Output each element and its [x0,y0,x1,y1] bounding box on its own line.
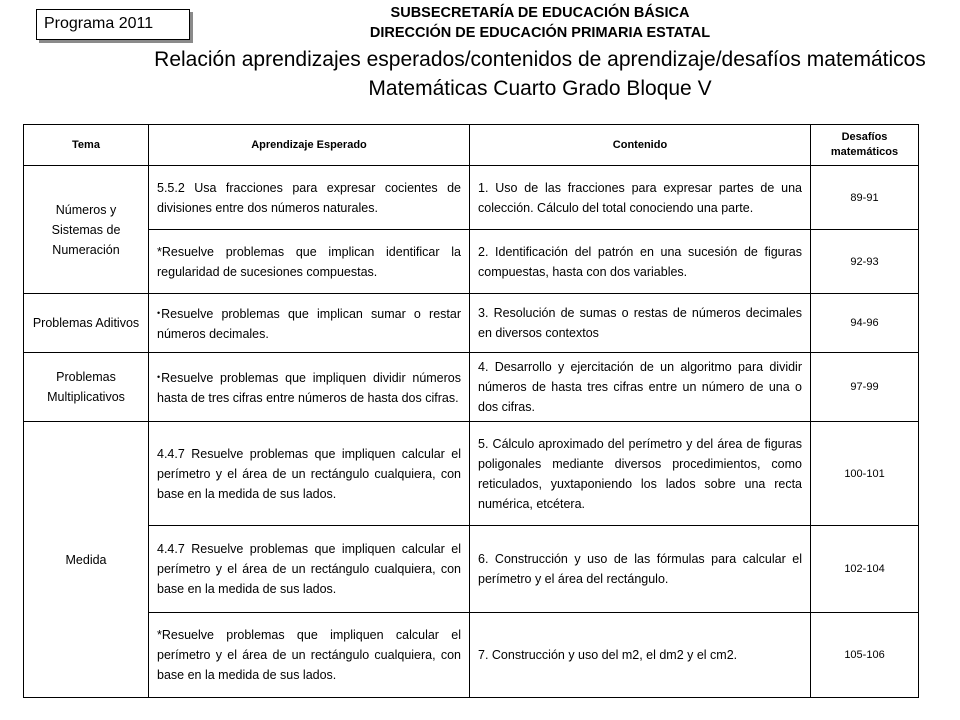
desafios-cell: 94-96 [811,294,919,353]
desafios-cell: 105-106 [811,613,919,698]
desafios-cell: 92-93 [811,230,919,294]
bullet-icon: • [157,371,161,382]
aprendizaje-cell: 4.4.7 Resuelve problemas que impliquen calcular el perímetro y el área de un rectángulo cualquiera, con base en la medida de sus lados. [149,526,470,613]
page-title: Relación aprendizajes esperados/contenidos de aprendizaje/desafíos matemáticos [154,48,926,71]
aprendizaje-cell: *Resuelve problemas que implican identificar la regularidad de sucesiones compuestas. [149,230,470,294]
header-direccion: DIRECCIÓN DE EDUCACIÓN PRIMARIA ESTATAL [369,25,711,41]
contenido-cell: 2. Identificación del patrón en una sucesión de figuras compuestas, hasta con dos variables. [470,230,811,294]
curriculum-table [23,124,919,698]
table-row [24,353,919,422]
table-row [24,613,919,698]
tema-cell: Medida [24,422,149,698]
table-row [24,422,919,526]
desafios-cell: 89-91 [811,166,919,230]
table-row [24,166,919,230]
contenido-cell: 3. Resolución de sumas o restas de números decimales en diversos contextos [470,294,811,353]
desafios-cell: 100-101 [811,422,919,526]
desafios-cell: 97-99 [811,353,919,422]
column-header-aprendizaje: Aprendizaje Esperado [149,125,470,166]
contenido-cell: 1. Uso de las fracciones para expresar partes de una colección. Cálculo del total conociendo una parte. [470,166,811,230]
contenido-cell: 4. Desarrollo y ejercitación de un algoritmo para dividir números de hasta tres cifras entre un número de una o dos cifras. [470,353,811,422]
aprendizaje-cell: 5.5.2 Usa fracciones para expresar cocientes de divisiones entre dos números naturales. [149,166,470,230]
table-row [24,294,919,353]
tema-cell: Problemas Aditivos [24,294,149,353]
column-header-tema: Tema [24,125,149,166]
aprendizaje-text: Resuelve problemas que implican sumar o restar números decimales. [157,306,461,341]
program-badge: Programa 2011 [36,9,190,40]
table-row [24,230,919,294]
aprendizaje-cell [149,353,470,422]
aprendizaje-cell [149,294,470,353]
table-header-row [24,125,919,166]
column-header-contenido: Contenido [470,125,811,166]
aprendizaje-text: Resuelve problemas que impliquen dividir números hasta de tres cifras entre números de hasta dos cifras. [157,370,461,405]
tema-cell: Problemas Multiplicativos [24,353,149,422]
aprendizaje-cell: *Resuelve problemas que impliquen calcular el perímetro y el área de un rectángulo cualquiera, con base en la medida de sus lados. [149,613,470,698]
bullet-icon: • [157,307,161,318]
page-subtitle: Matemáticas Cuarto Grado Bloque V [368,77,712,100]
table-row [24,526,919,613]
contenido-cell: 5. Cálculo aproximado del perímetro y del área de figuras poligonales mediante diversos procedimientos, como reticulados, yuxtaponiendo los lados sobre una recta numérica, etcétera. [470,422,811,526]
header-subsecretaria: SUBSECRETARÍA DE EDUCACIÓN BÁSICA [390,5,690,21]
column-header-desafios: Desafíos matemáticos [811,125,919,166]
aprendizaje-cell: 4.4.7 Resuelve problemas que impliquen calcular el perímetro y el área de un rectángulo cualquiera, con base en la medida de sus lados. [149,422,470,526]
contenido-cell: 7. Construcción y uso del m2, el dm2 y el cm2. [470,613,811,698]
contenido-cell: 6. Construcción y uso de las fórmulas para calcular el perímetro y el área del rectángulo. [470,526,811,613]
tema-cell: Números y Sistemas de Numeración [24,166,149,294]
desafios-cell: 102-104 [811,526,919,613]
